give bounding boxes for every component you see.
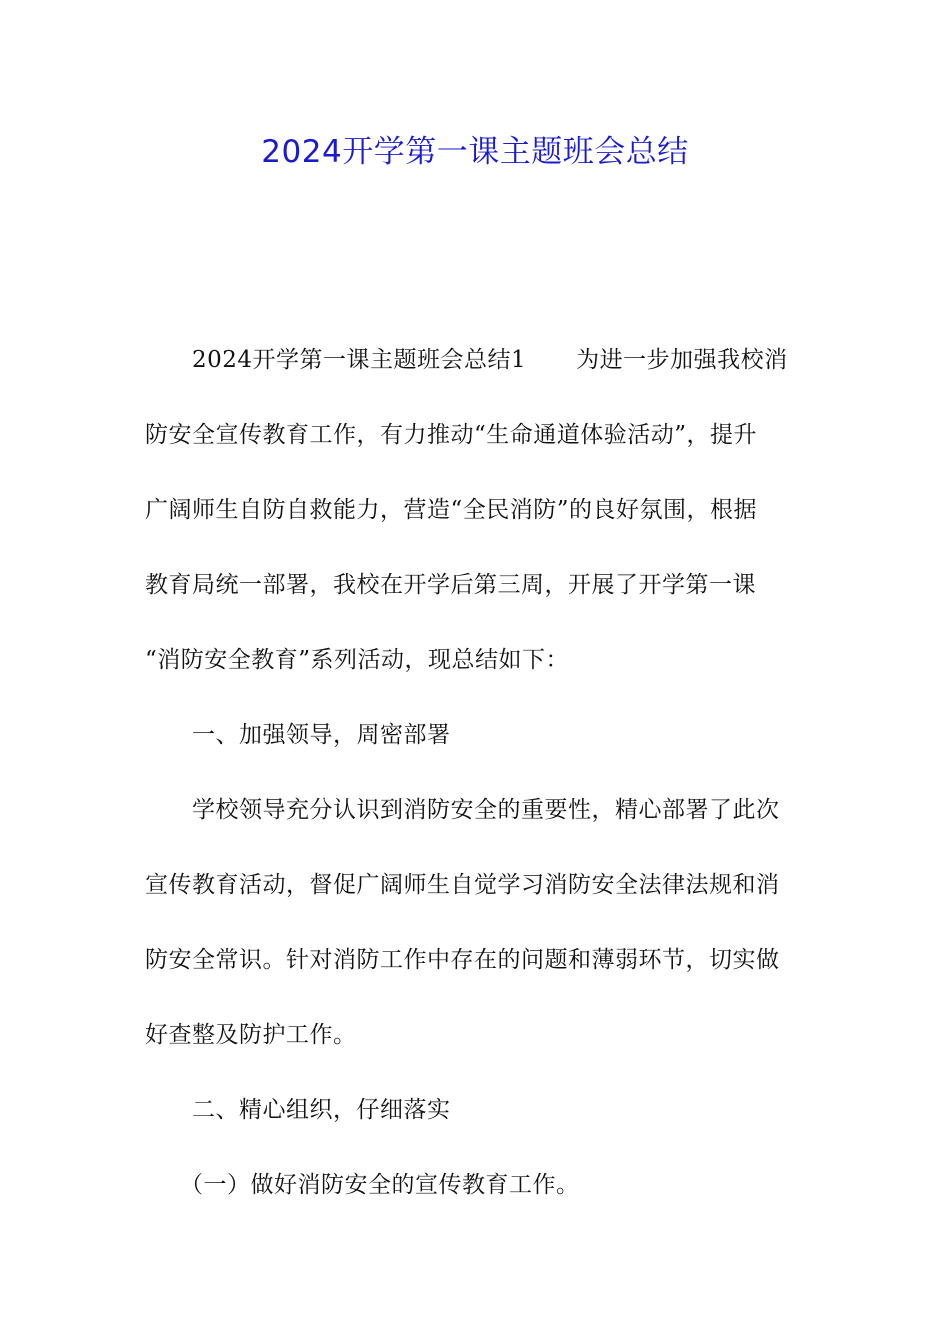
paragraph-intro-line [192,343,788,377]
paragraph-line: “消防安全教育”系列活动，现总结如下： [145,647,570,673]
paragraph-line: 防安全宣传教育工作，有力推动“生命通道体验活动”，提升 [145,422,758,448]
intro-heading: 2024开学第一课主题班会总结1 [192,347,527,373]
paragraph-line: 教育局统一部署，我校在开学后第三周，开展了开学第一课 [145,572,756,598]
intro-text-start: 为进一步加强我校消 [576,347,788,373]
section-heading-2: 二、精心组织，仔细落实 [192,1097,451,1123]
page-title: 2024开学第一课主题班会总结 [261,134,689,170]
paragraph-line: 广阔师生自防自救能力，营造“全民消防”的良好氛围，根据 [145,497,758,523]
paragraph-line: 防安全常识。针对消防工作中存在的问题和薄弱环节，切实做 [145,947,780,973]
paragraph-line: 好查整及防护工作。 [145,1022,357,1048]
paragraph-line: 宣传教育活动，督促广阔师生自觉学习消防安全法律法规和消 [145,872,780,898]
subsection-heading-1: （一）做好消防安全的宣传教育工作。 [180,1172,580,1198]
section-heading-1: 一、加强领导，周密部署 [192,722,451,748]
paragraph-line: 学校领导充分认识到消防安全的重要性，精心部署了此次 [192,797,780,823]
